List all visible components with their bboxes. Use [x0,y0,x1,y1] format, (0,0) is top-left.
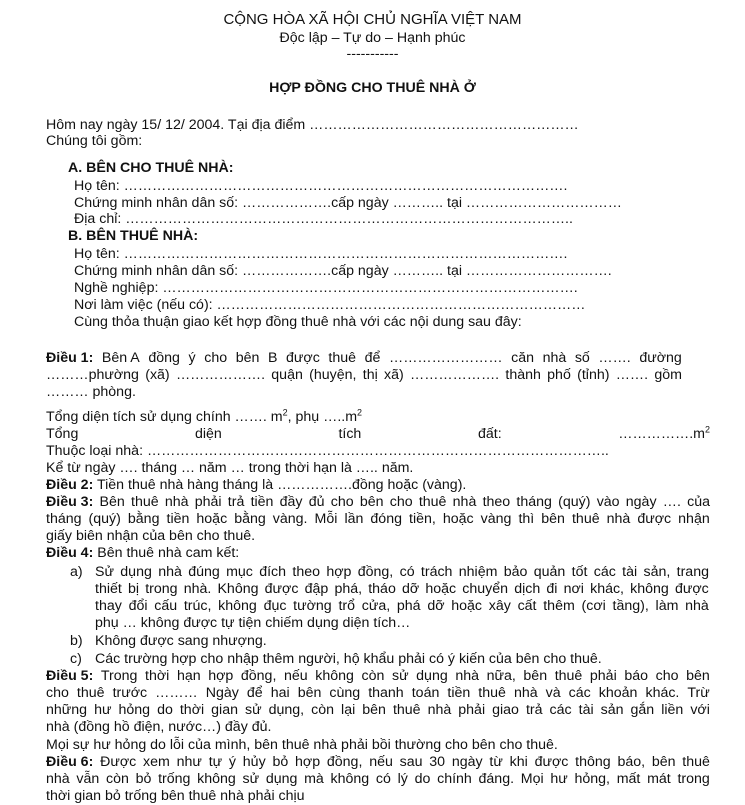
item-a-line-4: phụ … không được tự tiện chiếm dụng diện tích… [95,615,411,631]
justified-word: hoặc [451,598,483,614]
justified-word: thuê [328,350,357,366]
national-motto: Độc lập – Tự do – Hạnh phúc [279,30,466,46]
party-b-id: Chứng minh nhân dân số: ……………….cấp ngày ……….. tại …………………………. [74,263,612,279]
justified-word: hoặc [196,511,228,527]
justified-word: tháng [516,494,552,510]
justified-word: bên [235,350,260,366]
justified-word: bằng [127,511,160,527]
justified-word: trả [525,702,543,718]
justified-word: Mọi [520,771,544,787]
justified-word: ………………. [410,367,500,383]
justified-word: hư [94,702,112,718]
justified-word: cho [389,494,413,510]
justified-word: còn [361,668,385,684]
party-a-name: Họ tên: …………………………………………………………………………………. [74,178,568,194]
item-a-line-1 [95,564,709,581]
justified-word: phá, [334,581,363,597]
article-4-label: Điều 4: [46,545,94,561]
article-3-line-3: giấy biên nhận của bên cho thuê. [46,528,256,544]
justified-word: không [630,581,669,597]
justified-word: hoặc [442,511,474,527]
justified-word: phải [589,668,617,684]
item-a-line-3 [95,598,709,615]
justified-word: nhận [678,511,710,527]
justified-word: theo [292,564,320,580]
justified-word: hợp [326,564,352,580]
justified-word: mát [647,771,671,787]
article-6-line-3: thời gian bỏ trống bên thuê nhà phải chịu [46,788,305,804]
justified-word: được [637,511,672,527]
justified-word: tốt [571,564,588,580]
justified-word: nhà. [183,581,212,597]
justified-word: thuê [131,494,159,510]
justified-word: hợp [295,754,321,770]
justified-word: tầng), [612,598,649,614]
item-b-text: Không được sang nhượng. [95,633,267,649]
justified-word: nơi [563,581,584,597]
justified-word: xây [488,598,511,614]
justified-word: dụng, [268,702,305,718]
party-a-id: Chứng minh nhân dân số: ……………….cấp ngày ……….. tại …………………………… [74,195,622,211]
party-b-occupation: Nghề nghiệp: ……………………………………………………………………………. [74,280,578,296]
justified-word: thuê [418,494,447,510]
justified-word: Mỗi [314,511,338,527]
justified-word: gồm [654,367,682,383]
article-6-line-1 [46,754,710,771]
article-3-label: Điều 3: [46,494,94,510]
justified-word: tiền, [409,511,436,527]
justified-word: được [534,754,569,770]
justified-word: chuyển [462,581,509,597]
justified-word: tiền [166,511,190,527]
justified-word: dụng [416,668,448,684]
justified-word: quận [271,367,303,383]
justified-word: nhà [452,494,477,510]
justified-word: bỏ [272,754,289,770]
justified-word: đầy [279,494,303,510]
justified-word: được [286,350,320,366]
justified-word: dịch [514,581,541,597]
justified-word: trong [677,771,710,787]
justified-word: B [267,350,278,366]
document-title: HỢP ĐỒNG CHO THUÊ NHÀ Ở [269,80,476,96]
article-3-line-1 [46,494,710,511]
justified-word: thuê [478,685,506,701]
justified-word: vàng [480,511,512,527]
justified-word: thông [575,754,611,770]
justified-word: trước [112,685,148,701]
justified-word: đáng. [478,771,515,787]
justified-word: thay [95,598,122,614]
justified-word: cất [517,598,537,614]
justified-word: trống [158,771,191,787]
justified-word: bỏ [135,771,152,787]
justified-word: báo [624,668,648,684]
justified-word: để [364,350,381,366]
item-c-marker: c) [70,651,82,667]
justified-word: thời [145,668,170,684]
justified-word: số [574,350,590,366]
item-a-marker: a) [70,564,83,580]
justified-word: tường [293,598,332,614]
justified-word: hợp [208,668,234,684]
article-5-line-3 [46,702,710,719]
justified-word: bên [541,511,565,527]
justified-word: nhà [46,771,70,787]
party-a-address: Địa chỉ: ………………………………………………………………………………….. [74,211,573,227]
justified-word: của [687,494,710,510]
justified-word: ……. [598,350,631,366]
justified-word: dỡ [427,598,445,614]
justified-word: Trong [100,668,138,684]
article-1-line-3: ……… phòng. [46,384,136,400]
justified-word: hỏng [118,702,151,718]
justified-word: nhà [455,668,479,684]
article-2-text: Tiền thuê nhà hàng tháng là …………….đồng hoặc (vàng). [93,477,467,493]
justified-word: vẫn [76,771,100,787]
justified-word: hai [270,685,290,701]
justified-word: đồng, [357,564,394,580]
article-6-line-2 [46,771,710,788]
justified-word: bằng [234,511,266,527]
justified-word: đi [546,581,558,597]
justified-word: vàng. [272,511,308,527]
house-type: Thuộc loại nhà: …………………………………………………………………………………….. [46,443,609,459]
justified-word: hạn [176,668,201,684]
justified-word: mà [304,771,324,787]
justified-word: để [246,685,263,701]
justified-word: nhà [542,350,567,366]
justified-word: thêm [543,598,575,614]
justified-word: do [414,771,431,787]
justified-word: cho [46,685,69,701]
article-3-line-2 [46,511,710,528]
justified-word: …. [662,494,681,510]
justified-word: bên [651,754,676,770]
justified-word: theo [482,494,511,510]
justified-word: trách [420,564,453,580]
justified-word: bên [297,685,322,701]
justified-word: thuê [392,702,421,718]
justified-word: giao [492,702,519,718]
justified-word: khác, [590,581,625,597]
justified-word: thuê [682,754,710,770]
justified-word: xã) [384,367,404,383]
justified-word: thuê [554,668,583,684]
justified-word: hư [550,771,568,787]
justified-word: không [330,771,370,787]
justified-word: lần [344,511,364,527]
justified-word: không [197,771,236,787]
justified-word: ý [188,350,196,366]
justified-word: các [549,702,572,718]
justified-word: nhà [513,685,538,701]
lease-start: Kể từ ngày …. tháng … năm … trong thời hạn là ….. năm. [46,460,414,476]
justified-word: khác. [645,685,680,701]
justified-word: bên [362,702,386,718]
land-area-line [46,426,710,443]
justified-word: nhà [685,598,709,614]
justified-word: đúng [188,564,220,580]
justified-word: Bên [99,494,125,510]
justified-word: quản [533,564,566,580]
justified-word: tài [578,702,594,718]
justified-word: trong [145,581,178,597]
justified-word: cho [655,668,679,684]
justified-word: sản [600,702,624,718]
justified-word: (huyện, [309,367,357,383]
article-1-line-1 [46,350,682,367]
justified-word: ………………. [175,367,266,383]
justified-word: do [157,702,173,718]
justified-word: sản, [643,564,671,580]
justified-word: và [545,685,561,701]
justified-word: Được [100,754,137,770]
justified-word: bảo [503,564,528,580]
justified-word: ……… [155,685,198,701]
article-5-line-2 [46,685,710,702]
total-usable-area [46,409,362,426]
justified-word: thuê [571,511,600,527]
justified-word: 30 [429,754,446,770]
justified-word: trúc, [183,598,212,614]
justified-word: bên [686,668,710,684]
justified-word: (quý) [88,511,121,527]
justified-word: (quý) [558,494,591,510]
justified-word: bên [523,668,548,684]
justified-word: cùng [329,685,361,701]
justified-word: cho [204,350,228,366]
justified-word: ý [228,754,237,770]
justified-word: (xã) [145,367,170,383]
justified-word: mục [226,564,253,580]
square-superscript: 2 [282,407,288,418]
justified-word: đích [259,564,287,580]
article-2-label: Điều 2: [46,477,94,493]
justified-word: thanh [368,685,404,701]
justified-word: hủy [242,754,266,770]
justified-word: sử [391,668,409,684]
justified-word: còn [105,771,129,787]
justified-word: nữa, [486,668,516,684]
justified-word: nếu [284,668,308,684]
justified-word: mất [616,771,641,787]
justified-word: vào [596,494,620,510]
item-b-marker: b) [70,633,83,649]
justified-word: lại [341,702,356,718]
justified-word: hoặc [425,581,457,597]
justified-word: diện [194,426,222,442]
justified-word: trang [676,564,709,580]
justified-word: ngày [451,754,483,770]
justified-word: sử [245,702,262,718]
justified-word: làm [655,598,679,614]
justified-word: sau [399,754,423,770]
article-6-label: Điều 6: [46,754,94,770]
country-name: CỘNG HÒA XÃ HỘI CHỦ NGHĨA VIỆT NAM [223,11,522,28]
justified-word: chính [437,771,472,787]
justified-word: Không [217,581,259,597]
justified-word: đồng, [240,668,277,684]
justified-word: dụng [120,564,152,580]
justified-word: dụng [265,771,298,787]
article-5-line-1 [46,668,710,685]
justified-word: thì [518,511,535,527]
justified-word: tài [622,564,638,580]
justified-word: bên [359,494,384,510]
justified-word: thành [505,367,541,383]
justified-word: còn [311,702,335,718]
justified-word: đập [304,581,329,597]
article-2 [46,477,466,494]
justified-word: căn [511,350,534,366]
justified-word: ngày [625,494,657,510]
justified-word: Tổng [46,426,79,442]
justified-word: Bên A [101,350,140,366]
justified-word: thời [179,702,205,718]
justified-word: hỏng, [574,771,610,787]
justified-word: lý [397,771,408,787]
justified-word: Trừ [687,685,710,701]
justified-word: đồng [148,350,180,366]
item-a-line-2 [95,581,709,598]
justified-word: đục [263,598,287,614]
justified-word: tháo [368,581,396,597]
area-main: Tổng diện tích sử dụng chính ……. m [46,409,283,425]
date-place-line: Hôm nay ngày 15/ 12/ 2004. Tại địa điểm ………………………………………………… [46,117,579,133]
justified-word: báo, [617,754,646,770]
justified-word: như [176,754,202,770]
area-secondary: , phụ …..m [287,409,358,425]
justified-word: ………phường [46,367,139,383]
header-rule: ----------- [346,46,399,62]
justified-word: không [218,598,257,614]
justified-word: gắn [630,702,655,718]
party-b-heading: B. BÊN THUÊ NHÀ: [68,228,199,244]
justified-word: dỡ [402,581,420,597]
justified-word: tháng [46,511,82,527]
justified-word: tự [208,754,223,770]
justified-word: thiết [95,581,122,597]
justified-word: có [399,564,415,580]
square-superscript: 2 [357,407,363,418]
justified-word: không [315,668,354,684]
justified-word: tiền [447,685,471,701]
land-area-value [618,426,710,443]
justified-word: phá [396,598,421,614]
parties-intro: Chúng tôi gồm: [46,133,143,149]
justified-word: trổ [338,598,355,614]
justified-word: Sử [95,564,114,580]
article-4 [46,545,239,562]
justified-word: có [375,771,391,787]
article-4-text: Bên thuê nhà cam kết: [93,545,240,561]
justified-word: khi [509,754,528,770]
justified-word: (tỉnh) [577,367,610,383]
justified-word: nhà [606,511,631,527]
justified-word: đổi [128,598,148,614]
justified-word: thị [362,367,378,383]
justified-word: nhà [158,564,182,580]
justified-word: cho [330,494,354,510]
land-area-text: …………….m [618,426,705,442]
justified-word: phải [458,702,486,718]
article-5-line-5: Mọi sự hư hỏng do lỗi của mình, bên thuê nhà phải bồi thường cho bên cho thuê. [46,737,558,753]
justified-word: phải [194,494,222,510]
justified-word: trả [227,494,245,510]
justified-word: Ngày [205,685,239,701]
justified-word: đóng [370,511,402,527]
justified-word: đất: [477,426,502,442]
justified-word: từ [489,754,503,770]
justified-word: với [690,702,710,718]
justified-word: tiền [250,494,274,510]
justified-word: đủ [308,494,325,510]
justified-word: cấu [154,598,178,614]
justified-word: cửa, [361,598,391,614]
justified-word: nhiệm [458,564,498,580]
item-c-text: Các trường hợp cho nhập thêm người, hộ khẩu phải có ý kiến của bên cho thuê. [95,651,602,667]
justified-word: liền [661,702,684,718]
justified-word: khoản [598,685,638,701]
justified-word: đường [639,350,682,366]
article-5-line-4: nhà (đồng hồ điện, nước…) đầy đủ. [46,719,272,735]
justified-word: xem [143,754,170,770]
justified-word: (cơi [581,598,606,614]
justified-word: thuê [76,685,105,701]
justified-word: bị [127,581,140,597]
justified-word: tích [338,426,362,442]
article-5-label: Điều 5: [46,668,94,684]
justified-word: phố [547,367,571,383]
justified-word: những [46,702,88,718]
justified-word: nhà [164,494,189,510]
justified-word: được [264,581,299,597]
party-b-name: Họ tên: …………………………………………………………………………………. [74,246,568,262]
article-1-line-2 [46,367,682,384]
party-b-workplace: Nơi làm việc (nếu có): …………………………………………………………………… [74,297,586,313]
justified-word: đồng, [326,754,363,770]
justified-word: được [674,581,709,597]
justified-word: các [568,685,591,701]
party-a-heading: A. BÊN CHO THUÊ NHÀ: [68,160,234,176]
justified-word: sử [242,771,260,787]
justified-word: toán [411,685,440,701]
justified-word: các [593,564,616,580]
square-superscript: 2 [704,424,710,435]
article-1-label: Điều 1: [46,350,94,366]
justified-word: ……. [615,367,649,383]
agreement-statement: Cùng thỏa thuận giao kết hợp đồng thuê nhà với các nội dung sau đây: [74,314,522,330]
justified-word: nếu [369,754,393,770]
justified-word: …………………… [389,350,503,366]
justified-word: gian [211,702,238,718]
justified-word: nhà [427,702,452,718]
